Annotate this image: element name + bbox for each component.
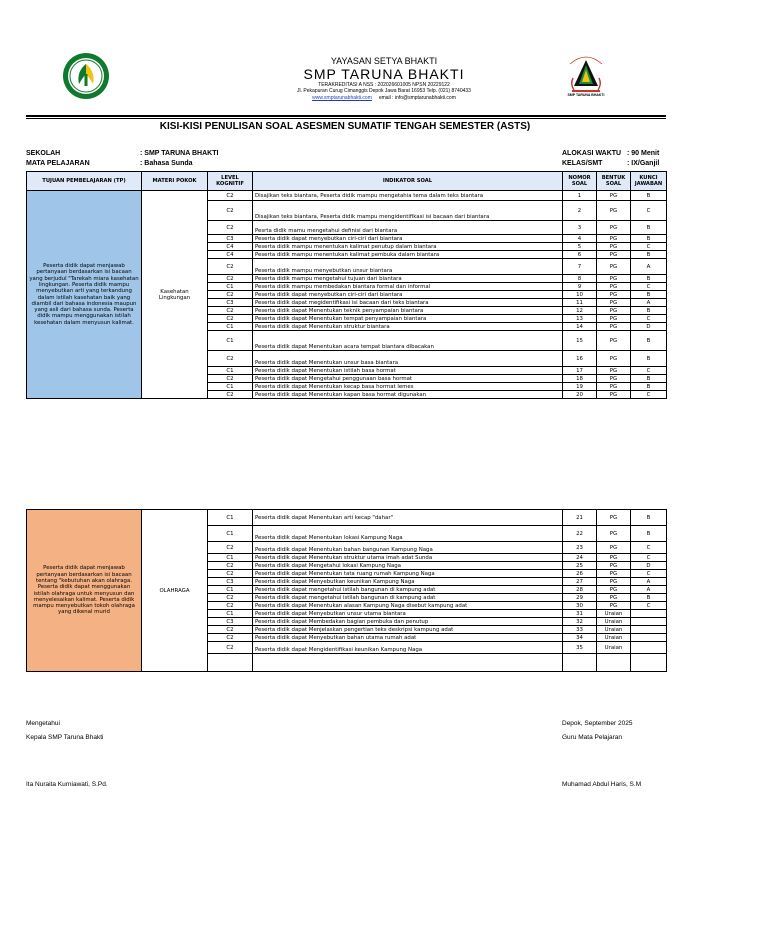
indikator-cell: Peserta didik dapat Menentukan alasan Kampung Naga disebut kampung adat xyxy=(253,602,563,610)
kunci-cell xyxy=(631,642,667,654)
kelas-label: KELAS/SMT xyxy=(562,160,603,167)
address-line: Jl. Pekapuran Curug Cimanggis Depok Jawa Barat 16953 Telp. (021) 8740433 xyxy=(297,88,471,94)
nomor-cell: 15 xyxy=(563,331,597,351)
nomor-cell: 32 xyxy=(563,618,597,626)
bentuk-cell: PG xyxy=(597,383,631,391)
kunci-cell: A xyxy=(631,586,667,594)
level-cell: C1 xyxy=(208,510,253,526)
indikator-cell: Peserta didik dapat Membedakan bagian pembuka dan penutup xyxy=(253,618,563,626)
bentuk-cell: PG xyxy=(597,259,631,275)
bentuk-cell: PG xyxy=(597,315,631,323)
level-cell: C2 xyxy=(208,391,253,399)
indikator-cell: Peserta didik dapat menyebutkan ciri-ciri dari biantara xyxy=(253,235,563,243)
header-rule-thick xyxy=(26,115,666,117)
indikator-cell: Peserta didik dapat Menentukan kapan basa hormat digunakan xyxy=(253,391,563,399)
level-cell: C2 xyxy=(208,259,253,275)
kunci-cell: B xyxy=(631,191,667,201)
indikator-cell: Disajikan teks biantara, Peserta didik mampu mengetahia tema dalam teks biantara xyxy=(253,191,563,201)
level-cell: C3 xyxy=(208,618,253,626)
level-cell: C3 xyxy=(208,235,253,243)
bentuk-cell: Uraian xyxy=(597,642,631,654)
kunci-cell: C xyxy=(631,570,667,578)
nomor-cell: 19 xyxy=(563,383,597,391)
foundation-name: YAYASAN SETYA BHAKTI xyxy=(330,56,438,66)
kunci-cell xyxy=(631,626,667,634)
indikator-cell: Peserta didik mampu membedakan biantara formal dan informal xyxy=(253,283,563,291)
bentuk-cell: Uraian xyxy=(597,610,631,618)
col-header-nomor: NOMOR SOAL xyxy=(563,172,597,191)
kunci-cell: C xyxy=(631,391,667,399)
tujuan-pembelajaran-cell: Peserta didik dapat menjawab pertanyaan berdasarkan isi bacaan tentang "kebutuhan akan olahraga. Peserta didik dapat menggunakan istilah olahraga untuk menyusun dan menyelesaikan kalimat. Peserta didik mampu menyebutkan tokoh olahraga yang dikenal murid xyxy=(27,510,142,672)
sig-left-name: Ita Nuraita Kurniawati, S.Pd. xyxy=(26,781,108,788)
kunci-cell: B xyxy=(631,291,667,299)
school-name: SMP TARUNA BHAKTI xyxy=(303,66,465,82)
kunci-cell: B xyxy=(631,375,667,383)
bentuk-cell: PG xyxy=(597,510,631,526)
sekolah-value: : SMP TARUNA BHAKTI xyxy=(140,150,219,157)
indikator-cell: Peserta didik dapat Menentukan struktur utama imah adat Sunda xyxy=(253,554,563,562)
level-cell: C2 xyxy=(208,375,253,383)
indikator-cell: Peserta didik dapat Mengidentifikasi keunikan Kampung Naga xyxy=(253,642,563,654)
bentuk-cell: PG xyxy=(597,526,631,542)
kunci-cell xyxy=(631,634,667,642)
indikator-cell: Pesrta didik mamu mengetahui definisi dari biantara xyxy=(253,221,563,235)
table-row xyxy=(27,510,667,526)
nomor-cell: 4 xyxy=(563,235,597,243)
bentuk-cell: PG xyxy=(597,562,631,570)
materi-pokok-cell: Kasehatan Lingkungan xyxy=(142,191,208,399)
nomor-cell: 20 xyxy=(563,391,597,399)
sig-right-name: Muhamad Abdul Haris, S.M xyxy=(562,781,642,788)
nomor-cell: 24 xyxy=(563,554,597,562)
level-cell: C1 xyxy=(208,610,253,618)
kunci-cell: D xyxy=(631,562,667,570)
kunci-cell: B xyxy=(631,275,667,283)
indikator-cell: Peserta didik dapat Menentukan lokasi Kampung Naga xyxy=(253,526,563,542)
level-cell: C2 xyxy=(208,570,253,578)
right-logo-caption: SMP TARUNA BHAKTI xyxy=(567,93,605,97)
kunci-cell: A xyxy=(631,578,667,586)
kunci-cell: B xyxy=(631,526,667,542)
indikator-cell: Peserta didik dapat Menentukan arti kecap "dahar" xyxy=(253,510,563,526)
col-header-materi: MATERI POKOK xyxy=(142,172,208,191)
materi-pokok-cell: OLAHRAGA xyxy=(142,510,208,672)
kunci-cell: B xyxy=(631,251,667,259)
sig-left-line1: Mengetahui xyxy=(26,720,60,727)
indikator-cell: Peserta didik dapat Menentukan istilah basa hormat xyxy=(253,367,563,375)
nomor-cell: 9 xyxy=(563,283,597,291)
bentuk-cell: Uraian xyxy=(597,626,631,634)
kunci-cell: B xyxy=(631,383,667,391)
accreditation-line: TERAKREDITASI A NSS : 202026601005 NPSN 20229122 xyxy=(318,82,450,88)
level-cell: C2 xyxy=(208,351,253,367)
level-cell: C2 xyxy=(208,642,253,654)
level-cell: C1 xyxy=(208,526,253,542)
nomor-cell: 34 xyxy=(563,634,597,642)
indikator-cell: Peserta didik dapat Menentukan unsur basa biantara xyxy=(253,351,563,367)
document-title: KISI-KISI PENULISAN SOAL ASESMEN SUMATIF TENGAH SEMESTER (ASTS) xyxy=(159,121,531,132)
kunci-cell: B xyxy=(631,331,667,351)
waktu-label: ALOKASI WAKTU xyxy=(562,150,622,157)
indikator-cell: Disajikan teks biantara, Peserta didik mampu mengidentifikasi isi bacaan dari biantara xyxy=(253,201,563,221)
bentuk-cell: PG xyxy=(597,594,631,602)
bentuk-cell: PG xyxy=(597,542,631,554)
nomor-cell: 14 xyxy=(563,323,597,331)
indikator-cell: Peserta didik dapat Menentukan tata ruang rumah Kampung Naga xyxy=(253,570,563,578)
contact-line xyxy=(0,95,768,101)
nomor-cell: 5 xyxy=(563,243,597,251)
kunci-cell: C xyxy=(631,542,667,554)
level-cell: C2 xyxy=(208,201,253,221)
bentuk-cell: PG xyxy=(597,323,631,331)
nomor-cell: 18 xyxy=(563,375,597,383)
nomor-cell: 2 xyxy=(563,201,597,221)
indikator-cell: Peserta didik dapat mengetahui istilah bangunan di kampung adat xyxy=(253,586,563,594)
kunci-cell: C xyxy=(631,602,667,610)
bentuk-cell: PG xyxy=(597,235,631,243)
bentuk-cell: PG xyxy=(597,586,631,594)
nomor-cell: 26 xyxy=(563,570,597,578)
kunci-cell xyxy=(631,610,667,618)
bentuk-cell xyxy=(597,654,631,672)
level-cell: C2 xyxy=(208,626,253,634)
nomor-cell: 35 xyxy=(563,642,597,654)
nomor-cell: 11 xyxy=(563,299,597,307)
kunci-cell: B xyxy=(631,235,667,243)
indikator-cell: Peserta didik dapat Menentukan bahan bangunan Kampung Naga xyxy=(253,542,563,554)
kunci-cell: C xyxy=(631,243,667,251)
level-cell: C2 xyxy=(208,542,253,554)
level-cell: C4 xyxy=(208,251,253,259)
bentuk-cell: PG xyxy=(597,307,631,315)
nomor-cell: 27 xyxy=(563,578,597,586)
col-header-tp: TUJUAN PEMBELAJARAN (TP) xyxy=(27,172,142,191)
mapel-value: : Bahasa Sunda xyxy=(140,160,193,167)
level-cell: C3 xyxy=(208,299,253,307)
nomor-cell: 29 xyxy=(563,594,597,602)
table-row xyxy=(27,191,667,201)
kunci-cell: C xyxy=(631,367,667,375)
kunci-cell: B xyxy=(631,594,667,602)
bentuk-cell: PG xyxy=(597,221,631,235)
indikator-cell xyxy=(253,654,563,672)
nomor-cell: 17 xyxy=(563,367,597,375)
kunci-cell: A xyxy=(631,299,667,307)
indikator-cell: Peserta didik dapat megidentifikasi isi bacaan dari teks biantara xyxy=(253,299,563,307)
level-cell: C4 xyxy=(208,243,253,251)
bentuk-cell: PG xyxy=(597,570,631,578)
nomor-cell: 25 xyxy=(563,562,597,570)
email-text: email : info@smptarunabhakti.com xyxy=(378,95,456,101)
kisi-kisi-table-2 xyxy=(26,509,667,672)
kunci-cell: B xyxy=(631,307,667,315)
nomor-cell: 3 xyxy=(563,221,597,235)
kunci-cell xyxy=(631,618,667,626)
bentuk-cell: PG xyxy=(597,191,631,201)
level-cell: C1 xyxy=(208,367,253,375)
bentuk-cell: Uraian xyxy=(597,618,631,626)
nomor-cell: 1 xyxy=(563,191,597,201)
bentuk-cell: PG xyxy=(597,602,631,610)
indikator-cell: Peserta didik dapat menyebutkan ciri-ciri dari biantara xyxy=(253,291,563,299)
level-cell xyxy=(208,654,253,672)
indikator-cell: Peserta didik dapat Mengetahui penggunaan basa hormat xyxy=(253,375,563,383)
level-cell: C2 xyxy=(208,291,253,299)
bentuk-cell: PG xyxy=(597,554,631,562)
indikator-cell: Peserta didik dapat Menyebutkan unsur utama biantara xyxy=(253,610,563,618)
col-header-indikator: INDIKATOR SOAL xyxy=(253,172,563,191)
level-cell: C1 xyxy=(208,383,253,391)
indikator-cell: Peserta didik dapat Menyebutkan keunikan Kampung Naga xyxy=(253,578,563,586)
kelas-value: : IX/Ganjil xyxy=(627,160,660,167)
indikator-cell: Peserta didik mampu menentukan kalimat pembuka dalam biantara xyxy=(253,251,563,259)
col-header-level: LEVEL KOGNITIF xyxy=(208,172,253,191)
nomor-cell: 6 xyxy=(563,251,597,259)
bentuk-cell: Uraian xyxy=(597,634,631,642)
bentuk-cell: PG xyxy=(597,351,631,367)
level-cell: C3 xyxy=(208,578,253,586)
kunci-cell: C xyxy=(631,315,667,323)
level-cell: C2 xyxy=(208,275,253,283)
kunci-cell: B xyxy=(631,221,667,235)
level-cell: C2 xyxy=(208,594,253,602)
indikator-cell: Peserta didik dapat Menentukan teknik penyampaian biantara xyxy=(253,307,563,315)
col-header-kunci: KUNCI JAWABAN xyxy=(631,172,667,191)
indikator-cell: Peserta didik dapat Menjelaskan pengertian teks deskripsi kampung adat xyxy=(253,626,563,634)
kunci-cell: B xyxy=(631,351,667,367)
bentuk-cell: PG xyxy=(597,375,631,383)
level-cell: C1 xyxy=(208,323,253,331)
nomor-cell: 30 xyxy=(563,602,597,610)
kunci-cell: D xyxy=(631,323,667,331)
nomor-cell: 33 xyxy=(563,626,597,634)
indikator-cell: Peserta didik dapat Mengetahui lokasi Kampung Naga xyxy=(253,562,563,570)
waktu-value: : 90 Menit xyxy=(627,150,660,157)
website-link[interactable]: www.smptarunabhakti.com xyxy=(312,95,372,101)
nomor-cell: 22 xyxy=(563,526,597,542)
sekolah-label: SEKOLAH xyxy=(26,150,61,157)
indikator-cell: Peserta didik dapat Menentukan kecap basa hormat lemes xyxy=(253,383,563,391)
indikator-cell: Peserta didik dapat Menyebutkan bahan utama rumah adat xyxy=(253,634,563,642)
bentuk-cell: PG xyxy=(597,201,631,221)
bentuk-cell: PG xyxy=(597,331,631,351)
bentuk-cell: PG xyxy=(597,367,631,375)
tujuan-pembelajaran-cell: Peserta didik dapat menjawab pertanyaan berdasarkan isi bacaan yang berjudul "Tarekah miara kasehatan lingkungan. Peserta didik mampu menyebutkan arti yang terkandung dalam istilah kasehatan baik yang diambil dari bahasa indonesia maupun yang asli dari bahasa sunda. Peserta didik mampu menggunakan istilah kesehatan dalam menyusun kalimat. xyxy=(27,191,142,399)
nomor-cell: 21 xyxy=(563,510,597,526)
level-cell: C1 xyxy=(208,331,253,351)
bentuk-cell: PG xyxy=(597,251,631,259)
sig-left-line2: Kepala SMP Taruna Bhakti xyxy=(26,734,104,741)
bentuk-cell: PG xyxy=(597,283,631,291)
level-cell: C2 xyxy=(208,307,253,315)
level-cell: C1 xyxy=(208,554,253,562)
kunci-cell xyxy=(631,654,667,672)
header-rule-thin xyxy=(26,118,666,119)
bentuk-cell: PG xyxy=(597,391,631,399)
indikator-cell: Peserta didik dapat Menentukan acara tempat biantara dibacakan xyxy=(253,331,563,351)
kunci-cell: A xyxy=(631,259,667,275)
level-cell: C2 xyxy=(208,602,253,610)
nomor-cell xyxy=(563,654,597,672)
kisi-kisi-table-1 xyxy=(26,171,667,399)
bentuk-cell: PG xyxy=(597,299,631,307)
level-cell: C2 xyxy=(208,221,253,235)
kunci-cell: C xyxy=(631,554,667,562)
bentuk-cell: PG xyxy=(597,275,631,283)
nomor-cell: 7 xyxy=(563,259,597,275)
indikator-cell: Peserta didik dapat mengetahui istilah bangunan di kampung adat xyxy=(253,594,563,602)
mapel-label: MATA PELAJARAN xyxy=(26,160,90,167)
kunci-cell: C xyxy=(631,201,667,221)
nomor-cell: 12 xyxy=(563,307,597,315)
level-cell: C1 xyxy=(208,283,253,291)
level-cell: C2 xyxy=(208,315,253,323)
bentuk-cell: PG xyxy=(597,578,631,586)
nomor-cell: 31 xyxy=(563,610,597,618)
nomor-cell: 10 xyxy=(563,291,597,299)
sig-right-line1: Depok, September 2025 xyxy=(562,720,633,727)
indikator-cell: Peserta didik dapat Menentukan struktur biantara xyxy=(253,323,563,331)
nomor-cell: 23 xyxy=(563,542,597,554)
bentuk-cell: PG xyxy=(597,243,631,251)
indikator-cell: Peserta didik dapat Menentukan tempat penyampaian biantara xyxy=(253,315,563,323)
level-cell: C1 xyxy=(208,586,253,594)
nomor-cell: 28 xyxy=(563,586,597,594)
indikator-cell: Peserta didik mampu menyebutkan unsur biantara xyxy=(253,259,563,275)
kunci-cell: C xyxy=(631,283,667,291)
indikator-cell: Peserta didik mampu mengetahui tujuan dari biantara xyxy=(253,275,563,283)
nomor-cell: 16 xyxy=(563,351,597,367)
nomor-cell: 8 xyxy=(563,275,597,283)
col-header-bentuk: BENTUK SOAL xyxy=(597,172,631,191)
level-cell: C2 xyxy=(208,191,253,201)
nomor-cell: 13 xyxy=(563,315,597,323)
sig-right-line2: Guru Mata Pelajaran xyxy=(562,734,622,741)
level-cell: C2 xyxy=(208,562,253,570)
level-cell: C2 xyxy=(208,634,253,642)
bentuk-cell: PG xyxy=(597,291,631,299)
kunci-cell: B xyxy=(631,510,667,526)
indikator-cell: Peserta didik mampu menentukan kalimat penutup dalam biantara xyxy=(253,243,563,251)
